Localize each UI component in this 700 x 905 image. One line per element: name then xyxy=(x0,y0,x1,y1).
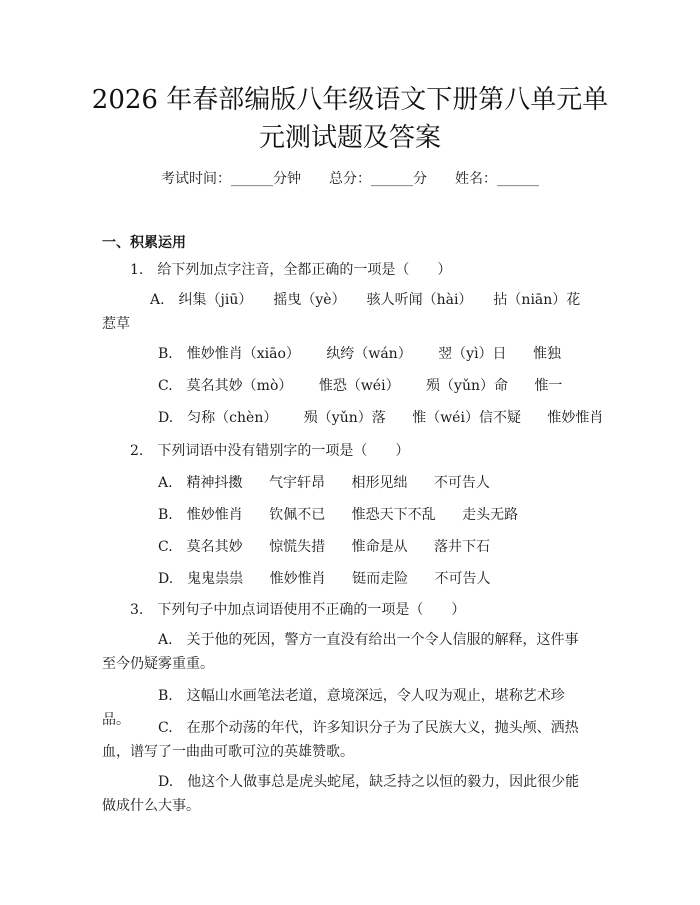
option-item: C. 莫名其妙 xyxy=(158,539,243,555)
option-item: 惟（wéi）信不疑 xyxy=(412,410,521,426)
option-item: 惟恐（wéi） xyxy=(318,378,400,394)
option-item: 惟恐天下不乱 xyxy=(351,507,436,523)
question-3-option-a: A. 关于他的死因，警方一直没有给出一个令人信服的解释，这件事至今仍疑雾重重。 xyxy=(102,632,579,672)
option-item: 气宇轩昂 xyxy=(269,475,326,491)
option-item: 不可告人 xyxy=(434,571,491,587)
student-name-field: 姓名：______ xyxy=(455,171,539,187)
question-2-option-b xyxy=(158,505,540,525)
option-item: B. 惟妙惟肖 xyxy=(158,507,243,523)
exam-meta xyxy=(0,168,700,188)
option-item: 惟独 xyxy=(533,346,561,362)
question-2-option-a xyxy=(158,473,512,493)
option-item: 落井下石 xyxy=(434,539,491,555)
section-heading: 一、积累运用 xyxy=(102,235,186,251)
option-item: 走头无路 xyxy=(462,507,519,523)
question-1-stem: 1. 给下列加点字注音，全都正确的一项是（ ） xyxy=(130,262,452,278)
option-item: 惟一 xyxy=(534,378,563,394)
question-3-option-b: B. 这幅山水画笔法老道，意境深远，令人叹为观止，堪称艺术珍品。 xyxy=(102,688,565,728)
option-item: 不可告人 xyxy=(433,475,490,491)
option-item: 惟妙惟肖 xyxy=(547,410,604,426)
exam-total-score: 总分：______分 xyxy=(329,171,427,187)
question-3-option-d: D. 他这个人做事总是虎头蛇尾，缺乏持之以恒的毅力，因此很少能做成什么大事。 xyxy=(102,774,580,814)
exam-time: 考试时间：______分钟 xyxy=(161,171,301,187)
question-1-option-c xyxy=(158,376,584,396)
question-1-option-b xyxy=(158,344,583,364)
option-item: C. 莫名其妙（mò） xyxy=(158,378,293,394)
question-2-option-c xyxy=(158,537,512,557)
document-title-line-2: 元测试题及答案 xyxy=(258,123,441,153)
question-2-option-d xyxy=(158,569,513,589)
question-3-option-c: C. 在那个动荡的年代，许多知识分子为了民族大义，抛头颅、洒热血，谱写了一曲曲可歌可泣的英雄赞歌。 xyxy=(102,720,579,760)
question-1-option-d xyxy=(158,408,625,428)
option-item: D. 鬼鬼祟祟 xyxy=(158,571,244,587)
question-1-option-a: A. 纠集（jiū） 摇曳（yè） 骇人听闻（hài） 拈（niān）花惹草 xyxy=(102,292,581,332)
option-item: 惟妙惟肖 xyxy=(269,571,326,587)
option-item: A. 精神抖擞 xyxy=(158,475,243,491)
question-3-stem: 3. 下列句子中加点词语使用不正确的一项是（ ） xyxy=(130,602,466,618)
option-item: 相形见绌 xyxy=(351,475,408,491)
option-item: B. 惟妙惟肖（xiāo） xyxy=(158,346,300,362)
option-item: 铤而走险 xyxy=(352,571,409,587)
document-title-line-1: 2026 年春部编版八年级语文下册第八单元单 xyxy=(91,85,609,115)
option-item: D. 匀称（chèn） xyxy=(158,410,278,426)
option-item: 惊慌失措 xyxy=(269,539,326,555)
option-item: 殒（yǔn）落 xyxy=(303,410,386,426)
option-item: 翌（yì）日 xyxy=(438,346,507,362)
option-item: 钦佩不已 xyxy=(269,507,326,523)
option-item: 纨绔（wán） xyxy=(326,346,412,362)
option-item: 惟命是从 xyxy=(351,539,408,555)
option-item: 殒（yǔn）命 xyxy=(426,378,508,394)
question-2-stem: 2. 下列词语中没有错别字的一项是（ ） xyxy=(130,443,410,459)
